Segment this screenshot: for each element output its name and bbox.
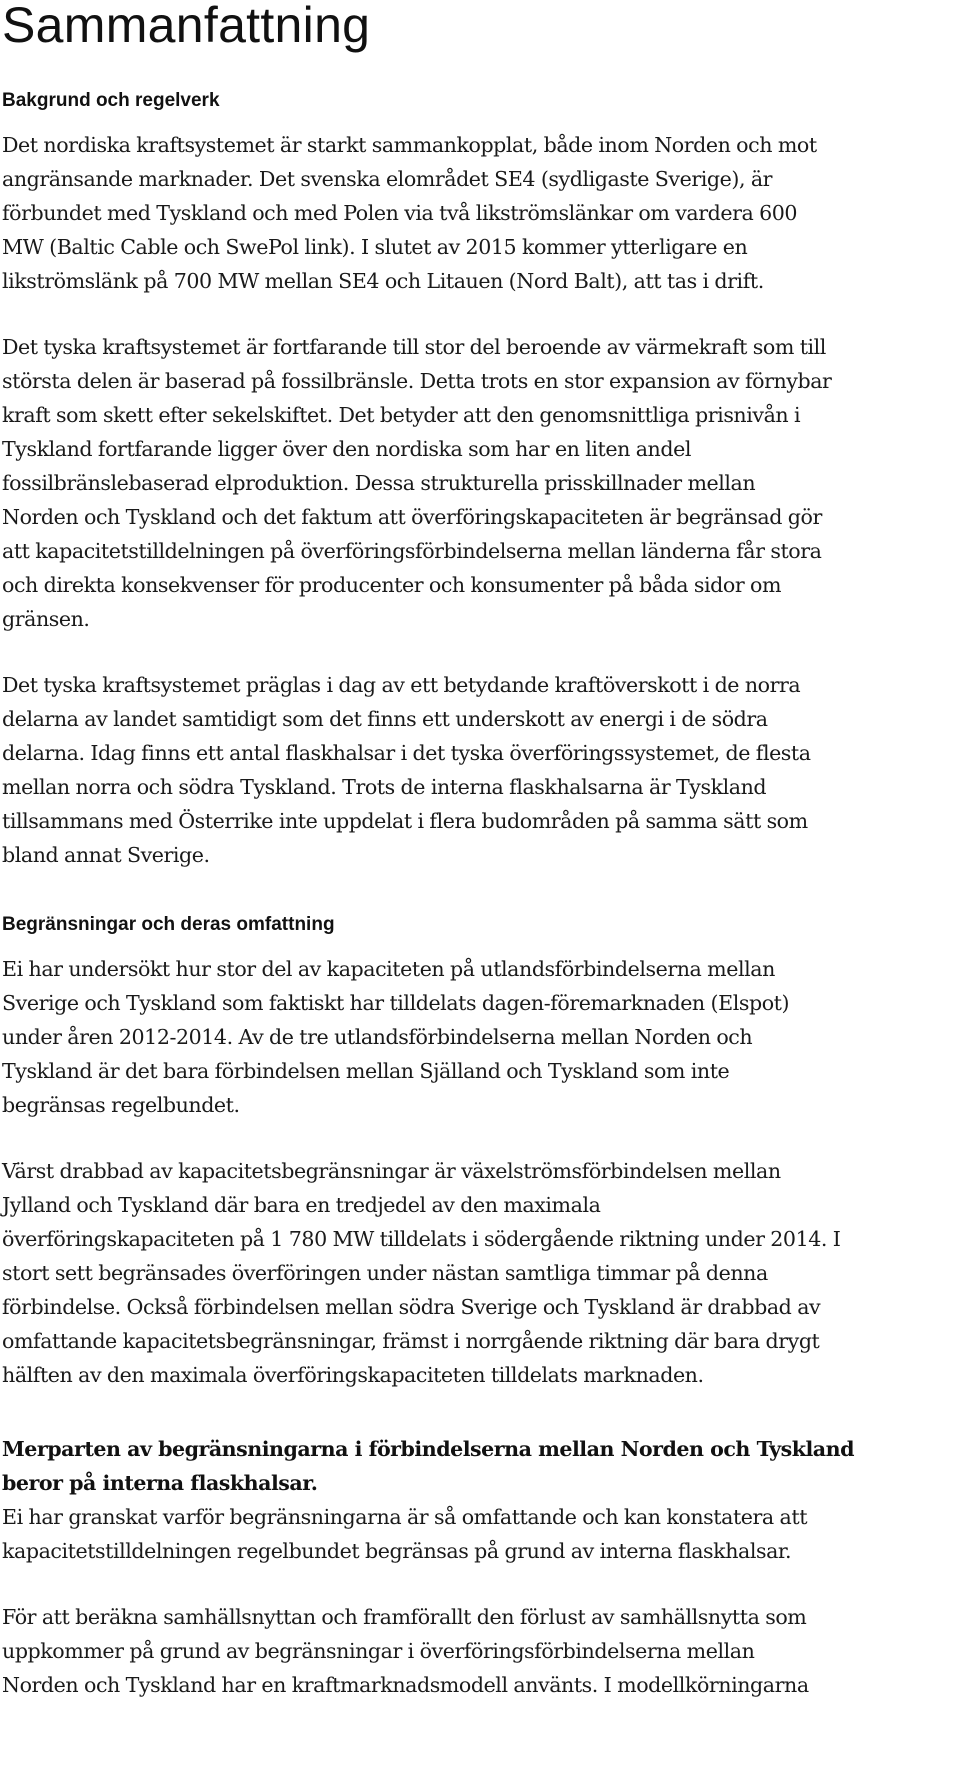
section-heading: Begränsningar och deras omfattning: [2, 914, 335, 935]
section-begransningar: [2, 912, 960, 1392]
bold-lead-paragraph: Merparten av begränsningarna i förbindelserna mellan Norden och Tyskland beror på interna flaskhalsar.: [2, 1437, 855, 1495]
section-heading: Bakgrund och regelverk: [2, 90, 220, 111]
page-title: Sammanfattning: [2, 0, 371, 53]
paragraph: För att beräkna samhällsnyttan och framförallt den förlust av samhällsnytta som uppkommer på grund av begränsningar i överföringsförbindelserna mellan Norden och Tyskland har en kraftmarknadsmodell använts. I modellkörningarna: [2, 1605, 809, 1697]
section-flaskhalsar: [2, 1432, 960, 1702]
paragraph: Det tyska kraftsystemet präglas i dag av ett betydande kraftöverskott i de norra delarna av landet samtidigt som det finns ett underskott av energi i de södra delarna. Idag finns ett antal flaskhalsar i det tyska överföringssystemet, de flesta mellan norra och södra Tyskland. Trots de interna flaskhalsarna är Tyskland tillsammans med Österrike inte uppdelat i flera budområden på samma sätt som bland annat Sverige.: [2, 673, 811, 867]
paragraph: Det nordiska kraftsystemet är starkt sammankopplat, både inom Norden och mot angränsande marknader. Det svenska elområdet SE4 (sydligaste Sverige), är förbundet med Tyskland och med Polen via två likströmslänkar om vardera 600 MW (Baltic Cable och SwePol link). I slutet av 2015 kommer ytterligare en likströmslänk på 700 MW mellan SE4 och Litauen (Nord Balt), att tas i drift.: [2, 133, 817, 293]
section-bakgrund: [2, 88, 960, 872]
paragraph: Värst drabbad av kapacitetsbegränsningar är växelströmsförbindelsen mellan Jylland och Tyskland där bara en tredjedel av den maximala överföringskapaciteten på 1 780 MW tilldelats i södergående riktning under 2014. I stort sett begränsades överföringen under nästan samtliga timmar på denna förbindelse. Också förbindelsen mellan södra Sverige och Tyskland är drabbad av omfattande kapacitetsbegränsningar, främst i norrgående riktning där bara drygt hälften av den maximala överföringskapaciteten tilldelats marknaden.: [2, 1159, 841, 1387]
paragraph: Ei har granskat varför begränsningarna är så omfattande och kan konstatera att kapacitetstilldelningen regelbundet begränsas på grund av interna flaskhalsar.: [2, 1505, 808, 1563]
paragraph: Ei har undersökt hur stor del av kapaciteten på utlandsförbindelserna mellan Sverige och Tyskland som faktiskt har tilldelats dagen-föremarknaden (Elspot) under åren 2012-2014. Av de tre utlandsförbindelserna mellan Norden och Tyskland är det bara förbindelsen mellan Själland och Tyskland som inte begränsas regelbundet.: [2, 957, 790, 1117]
paragraph: Det tyska kraftsystemet är fortfarande till stor del beroende av värmekraft som till största delen är baserad på fossilbränsle. Detta trots en stor expansion av förnybar kraft som skett efter sekelskiftet. Det betyder att den genomsnittliga prisnivån i Tyskland fortfarande ligger över den nordiska som har en liten andel fossilbränslebaserad elproduktion. Dessa strukturella prisskillnader mellan Norden och Tyskland och det faktum att överföringskapaciteten är begränsad gör att kapacitetstilldelningen på överföringsförbindelserna mellan länderna får stora och direkta konsekvenser för producenter och konsumenter på båda sidor om gränsen.: [2, 335, 832, 631]
spacer: [2, 50, 960, 88]
